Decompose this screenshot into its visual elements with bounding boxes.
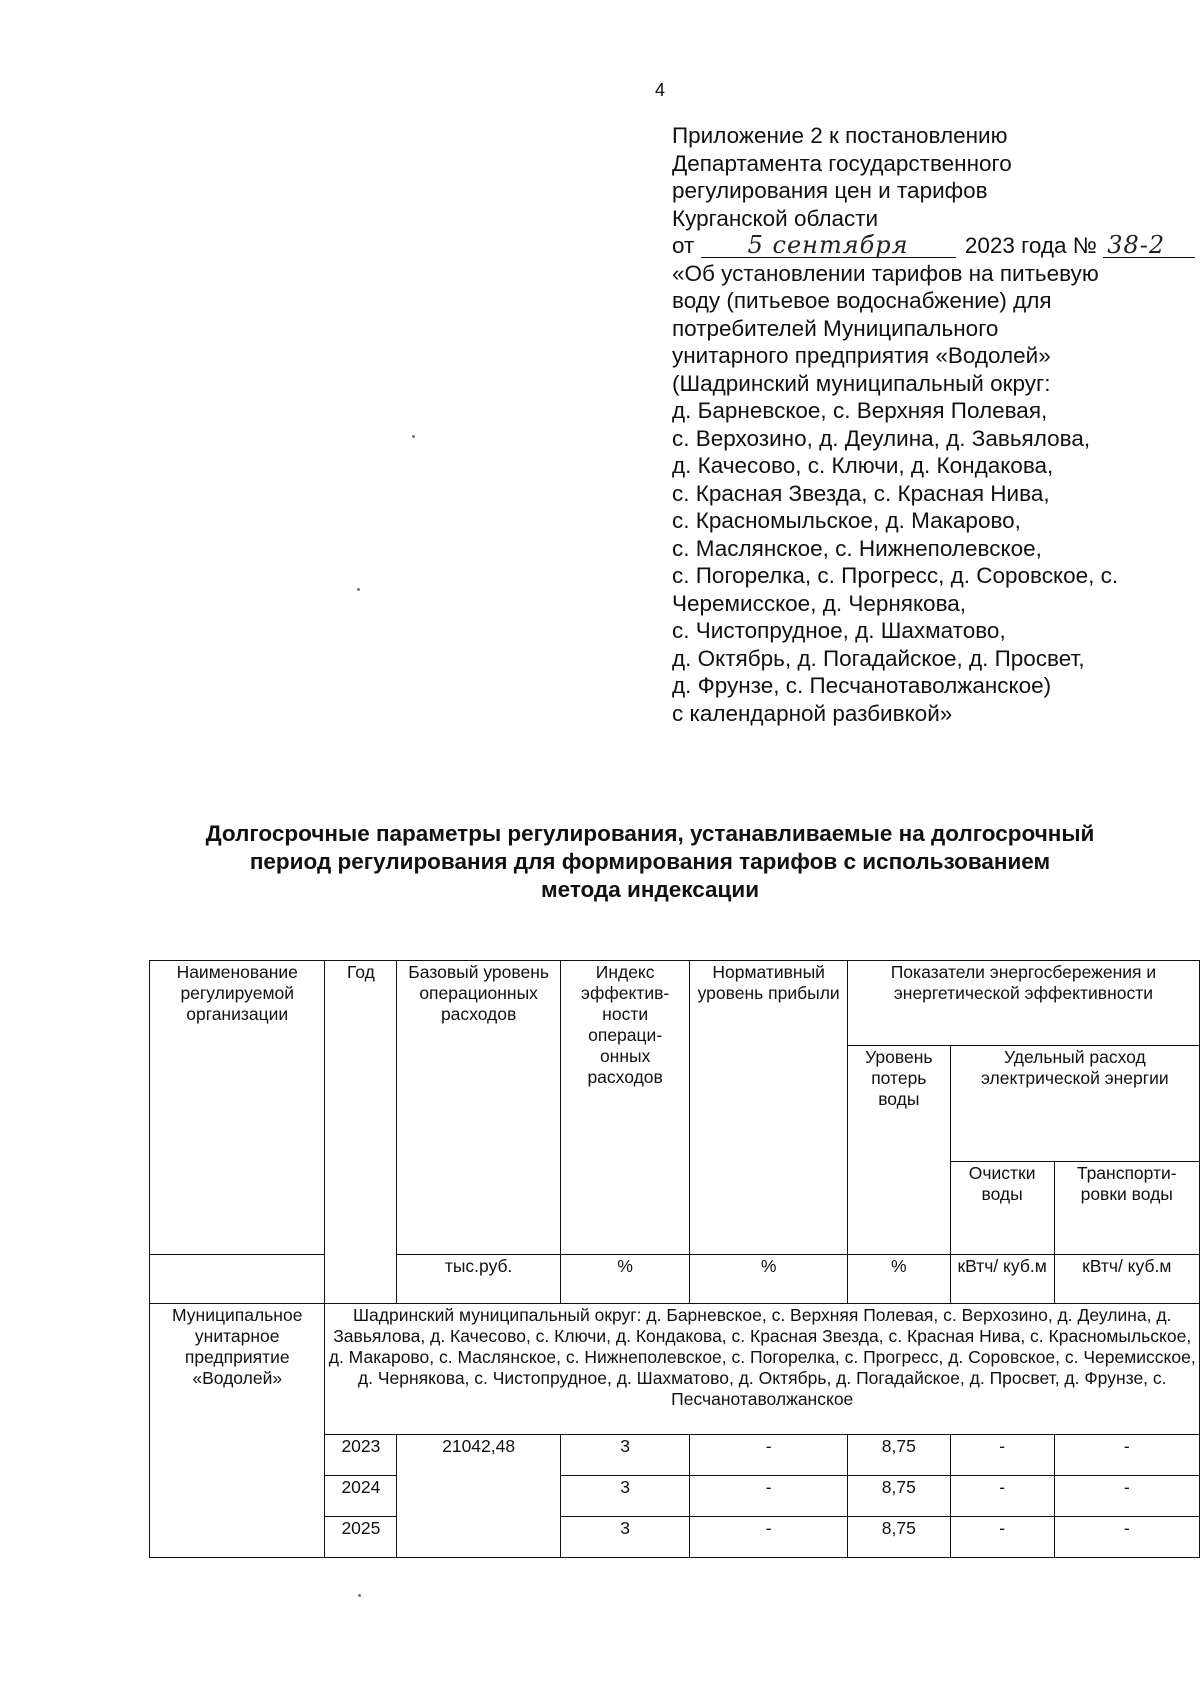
header-base: Базовый уровень операционных расходов bbox=[397, 961, 560, 1255]
header-profit: Нормативный уровень прибыли bbox=[690, 961, 847, 1255]
date-line bbox=[672, 232, 1172, 260]
units-water-loss: % bbox=[847, 1255, 950, 1304]
appendix-line: д. Качесово, с. Ключи, д. Кондакова, bbox=[672, 453, 1054, 478]
appendix-line: Приложение 2 к постановлению bbox=[672, 123, 1008, 148]
appendix-line: потребителей Муниципального bbox=[672, 315, 999, 341]
base-opex-value: 21042,48 bbox=[397, 1435, 560, 1558]
appendix-line: д. Октябрь, д. Погадайское, д. Просвет, bbox=[672, 645, 1085, 671]
header-water-loss: Уровень потерь воды bbox=[847, 1046, 950, 1255]
handwritten-date: 5 сентября bbox=[701, 233, 956, 258]
header-power-group: Удельный расход электрической энергии bbox=[950, 1046, 1199, 1162]
appendix-line: Черемисское, д. Чернякова, bbox=[672, 590, 967, 616]
profit-cell: - bbox=[690, 1435, 847, 1476]
appendix-line: Курганской области bbox=[672, 205, 879, 231]
units-efficiency: % bbox=[560, 1255, 690, 1304]
water-loss-cell: 8,75 bbox=[847, 1517, 950, 1558]
appendix-line: воду (питьевое водоснабжение) для bbox=[672, 288, 1052, 313]
units-cleaning: кВтч/ куб.м bbox=[950, 1255, 1054, 1304]
scan-speck bbox=[358, 1594, 361, 1597]
territory-description: Шадринский муниципальный округ: д. Барневское, с. Верхняя Полевая, с. Верхозино, д. Деулина, д. Завьялова, д. Качесово, с. Ключи, д. Кондакова, с. Красная Звезда, с. Красная Нива, с. Красномыльское, д. Макарово, с. Маслянское, с. Нижнеполевское, с. Погорелка, с. Прогресс, д. Соровское, с. Черемисское, д. Чернякова, с. Чистопрудное, д. Шахматово, д. Октябрь, д. Погадайское, д. Просвет, д. Фрунзе, с. Песчанотаволжанское bbox=[325, 1304, 1200, 1435]
appendix-line: Департамента государственного bbox=[672, 150, 1012, 176]
scan-speck bbox=[412, 435, 415, 438]
efficiency-cell: 3 bbox=[560, 1517, 690, 1558]
appendix-line: с. Погорелка, с. Прогресс, д. Соровское, с. bbox=[672, 563, 1119, 588]
transport-cell: - bbox=[1054, 1476, 1200, 1517]
header-org: Наименование регулируемой организации bbox=[150, 961, 325, 1255]
document-title bbox=[150, 820, 1150, 904]
units-transport: кВтч/ куб.м bbox=[1054, 1255, 1200, 1304]
appendix-line: с. Красная Звезда, с. Красная Нива, bbox=[672, 480, 1050, 506]
appendix-line: с календарной разбивкой» bbox=[672, 700, 953, 726]
units-base: тыс.руб. bbox=[397, 1255, 560, 1304]
header-row bbox=[150, 961, 1200, 1046]
profit-cell: - bbox=[690, 1476, 847, 1517]
territory-row bbox=[150, 1304, 1200, 1435]
year-text: 2023 года № bbox=[964, 233, 1097, 258]
cleaning-cell: - bbox=[950, 1517, 1054, 1558]
transport-cell: - bbox=[1054, 1517, 1200, 1558]
appendix-line: с. Маслянское, с. Нижнеполевское, bbox=[672, 535, 1042, 561]
header-transport: Транспорти-ровки воды bbox=[1054, 1161, 1200, 1255]
units-row bbox=[150, 1255, 1200, 1304]
appendix-line: «Об установлении тарифов на питьевую bbox=[672, 260, 1099, 286]
header-year: Год bbox=[325, 961, 397, 1304]
page-number: 4 bbox=[655, 80, 666, 100]
appendix-line: с. Верхозино, д. Деулина, д. Завьялова, bbox=[672, 425, 1091, 451]
appendix-line: д. Барневское, с. Верхняя Полевая, bbox=[672, 398, 1048, 423]
title-line: Долгосрочные параметры регулирования, устанавливаемые на долгосрочный bbox=[205, 821, 1095, 846]
header-cleaning: Очистки воды bbox=[950, 1161, 1054, 1255]
efficiency-cell: 3 bbox=[560, 1435, 690, 1476]
appendix-line: регулирования цен и тарифов bbox=[672, 178, 988, 203]
year-cell: 2025 bbox=[325, 1517, 397, 1558]
transport-cell: - bbox=[1054, 1435, 1200, 1476]
appendix-header bbox=[672, 122, 1172, 727]
units-org-empty bbox=[150, 1255, 325, 1304]
title-line: период регулирования для формирования тарифов с использованием bbox=[249, 849, 1051, 874]
year-cell: 2024 bbox=[325, 1476, 397, 1517]
year-cell: 2023 bbox=[325, 1435, 397, 1476]
scan-speck bbox=[357, 588, 360, 591]
cleaning-cell: - bbox=[950, 1435, 1054, 1476]
handwritten-number: 38-2 bbox=[1103, 233, 1195, 258]
title-line: метода индексации bbox=[540, 877, 760, 902]
organization-name: Муниципальное унитарное предприятие «Водолей» bbox=[150, 1304, 325, 1558]
units-profit: % bbox=[690, 1255, 847, 1304]
appendix-line: с. Красномыльское, д. Макарово, bbox=[672, 508, 1021, 533]
appendix-line: д. Фрунзе, с. Песчанотаволжанское) bbox=[672, 673, 1052, 698]
header-efficiency: Индекс эффектив-ности операци-онных расходов bbox=[560, 961, 690, 1255]
appendix-line: (Шадринский муниципальный округ: bbox=[672, 370, 1051, 396]
header-energy-group: Показатели энергосбережения и энергетической эффективности bbox=[847, 961, 1199, 1046]
efficiency-cell: 3 bbox=[560, 1476, 690, 1517]
appendix-line: унитарного предприятия «Водолей» bbox=[672, 343, 1051, 368]
appendix-line: с. Чистопрудное, д. Шахматово, bbox=[672, 618, 1006, 643]
parameters-table bbox=[149, 960, 1200, 1558]
profit-cell: - bbox=[690, 1517, 847, 1558]
cleaning-cell: - bbox=[950, 1476, 1054, 1517]
date-prefix: от bbox=[672, 233, 695, 258]
water-loss-cell: 8,75 bbox=[847, 1435, 950, 1476]
water-loss-cell: 8,75 bbox=[847, 1476, 950, 1517]
